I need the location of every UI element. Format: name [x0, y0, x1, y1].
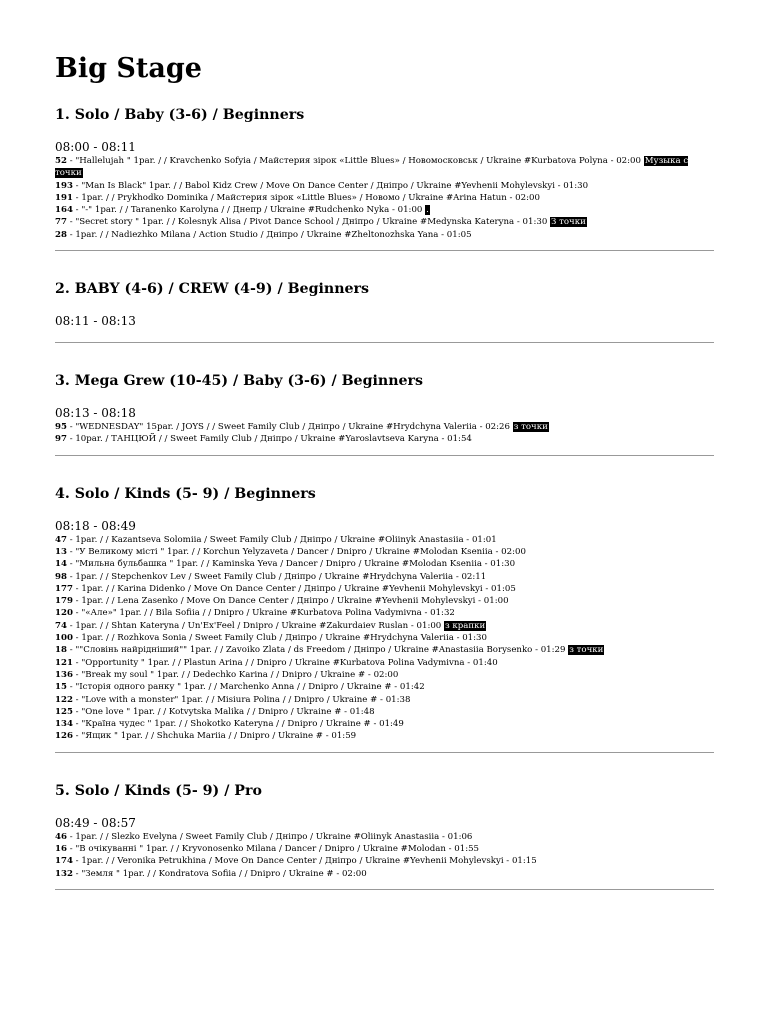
- schedule-section: [55, 280, 714, 343]
- entry-details: - "One love " 1par. / / Kotvytska Malika / / Dnipro / Ukraine # - 01:48: [72, 706, 375, 717]
- entry-details: - "Ящик " 1par. / / Shchuka Mariia / / Dnipro / Ukraine # - 01:59: [72, 731, 357, 742]
- entry-note-badge: з точки: [513, 422, 548, 433]
- entry-details: - "Земля " 1par. / / Kondratova Sofiia / / Dnipro / Ukraine # - 02:00: [72, 868, 367, 879]
- schedule-section: [55, 485, 714, 753]
- entry-details: - 1par. / / Stepchenkov Lev / Sweet Family Club / Дніпро / Ukraine #Hrydchyna Valeriia - 02:11: [66, 571, 487, 582]
- entry-list: [55, 831, 714, 880]
- entry-number: 134: [55, 719, 73, 730]
- entry-row: [55, 730, 714, 742]
- entry-number: 52: [55, 156, 67, 166]
- entry-details: - "Secret story " 1par. / / Kolesnyk Alisa / Pivot Dance School / Дніпро / Ukraine #Medynska Kateryna - 01:30: [66, 217, 551, 228]
- entry-row: [55, 558, 714, 570]
- entry-row: [55, 632, 714, 644]
- entry-details: - "Opportunity " 1par. / / Plastun Arina / / Dnipro / Ukraine #Kurbatova Polina Vadymivna - 01:40: [72, 657, 498, 668]
- entry-details: - "Мильна бульбашка " 1par. / / Kaminska Yeva / Dancer / Dnipro / Ukraine #Molodan Kseniia - 01:30: [66, 559, 516, 570]
- entry-details: - "WEDNESDAY" 15par. / JOYS / / Sweet Family Club / Дніпро / Ukraine #Hrydchyna Valeriia - 02:26: [66, 422, 513, 433]
- entry-row: [55, 607, 714, 619]
- entry-details: - "Hallelujah " 1par. / / Kravchenko Sofyia / Майстерия зірок «Little Blues» / Новомосковськ / Ukraine #Kurbatova Polyna - 02:00: [66, 156, 644, 166]
- entry-row: [55, 718, 714, 730]
- entry-number: 193: [55, 180, 73, 191]
- entry-number: 16: [55, 844, 67, 855]
- entry-row: [55, 192, 714, 204]
- entry-details: - "Break my soul " 1par. / / Dedechko Karina / / Dnipro / Ukraine # - 02:00: [72, 669, 399, 680]
- entry-row: [55, 180, 714, 192]
- section-time-range: 08:00 - 08:11: [55, 140, 136, 154]
- entry-row: [55, 657, 714, 669]
- entry-number: 100: [55, 633, 73, 644]
- entry-row: [55, 155, 714, 180]
- section-title: 2. BABY (4-6) / CREW (4-9) / Beginners: [55, 281, 370, 298]
- entry-note-badge: Музыка с точки: [55, 156, 689, 179]
- entry-row: [55, 855, 714, 867]
- entry-details: - 1par. / / Nadiezhko Milana / Action Studio / Дніпро / Ukraine #Zheltonozhska Yana - 01:05: [66, 229, 472, 240]
- entry-row: [55, 706, 714, 718]
- entry-number: 121: [55, 657, 73, 668]
- entry-number: 174: [55, 856, 73, 867]
- entry-details: - 1par. / / Lena Zasenko / Move On Dance Center / Дніпро / Ukraine #Yevhenii Mohylevskyi - 01:00: [72, 596, 509, 607]
- entry-number: 28: [55, 229, 67, 240]
- entry-number: 18: [55, 645, 67, 656]
- entry-details: - ""Словінь найрідніший"" 1par. / / Zavoiko Zlata / ds Freedom / Дніпро / Ukraine #Anastasiia Borysenko - 01:29: [66, 645, 569, 656]
- entry-number: 77: [55, 217, 67, 228]
- entry-note-badge: з крапки: [445, 620, 486, 631]
- section-time-range: 08:49 - 08:57: [55, 815, 136, 830]
- entry-list: [55, 421, 714, 446]
- entry-details: - "У Великому місті " 1par. / / Korchun Yelyzaveta / Dancer / Dnipro / Ukraine #Molodan Kseniia - 02:00: [66, 546, 526, 557]
- entry-number: 179: [55, 596, 73, 607]
- entry-row: [55, 694, 714, 706]
- entry-number: 13: [55, 546, 67, 557]
- entry-details: - "В очікуванні " 1par. / / Kryvonosenko Milana / Dancer / Dnipro / Ukraine #Molodan - 01:55: [66, 844, 480, 855]
- entry-row: [55, 620, 714, 632]
- entry-row: [55, 595, 714, 607]
- entry-row: [55, 669, 714, 681]
- entry-details: - 1par. / / Kazantseva Solomiia / Sweet Family Club / Дніпро / Ukraine #Oliinyk Anastasiia - 01:01: [66, 534, 497, 545]
- entry-details: - 1par. / / Prykhodko Dominika / Майстерия зірок «Little Blues» / Новомо / Ukraine #Arina Hatun - 02:00: [72, 192, 540, 203]
- entry-note-badge: з точки: [569, 645, 604, 656]
- entry-row: [55, 534, 714, 546]
- section-time-range: 08:11 - 08:13: [55, 314, 136, 329]
- entry-row: [55, 421, 714, 433]
- section-divider: [55, 752, 714, 753]
- entry-details: - "Країна чудес " 1par. / / Shokotko Kateryna / / Dnipro / Ukraine # - 01:49: [72, 719, 404, 730]
- entry-number: 15: [55, 682, 67, 693]
- entry-details: - "«Але»" 1par. / / Bila Sofiia / / Dnipro / Ukraine #Kurbatova Polina Vadymivna - 01:32: [72, 608, 455, 619]
- entry-details: - "Історія одного ранку " 1par. / / Marchenko Anna / / Dnipro / Ukraine # - 01:42: [66, 682, 425, 693]
- entry-number: 120: [55, 608, 73, 619]
- entry-row: [55, 216, 714, 228]
- entry-row: [55, 843, 714, 855]
- entry-details: - 1par. / / Slezko Evelyna / Sweet Family Club / Дніпро / Ukraine #Oliinyk Anastasiia - 01:06: [66, 831, 473, 842]
- page-title: Big Stage: [55, 53, 202, 84]
- section-title: 5. Solo / Kinds (5- 9) / Pro: [55, 782, 262, 799]
- section-divider: [55, 342, 714, 343]
- section-title: 3. Mega Grew (10-45) / Baby (3-6) / Beginners: [55, 373, 424, 390]
- entry-number: 126: [55, 731, 73, 742]
- entry-row: [55, 868, 714, 880]
- entry-details: - "Man Is Black" 1par. / / Babol Kidz Crew / Move On Dance Center / Дніпро / Ukraine #Yevhenii Mohylevskyi - 01:30: [72, 180, 589, 191]
- entry-row: [55, 229, 714, 241]
- entry-number: 132: [55, 868, 73, 879]
- entry-number: 164: [55, 205, 73, 216]
- entry-row: [55, 681, 714, 693]
- entry-number: 47: [55, 534, 67, 545]
- section-title: 1. Solo / Baby (3-6) / Beginners: [55, 107, 305, 123]
- entry-row: [55, 571, 714, 583]
- section-divider: [55, 250, 714, 251]
- schedule-section: [55, 372, 714, 456]
- entry-number: 97: [55, 434, 67, 445]
- entry-row: [55, 433, 714, 445]
- entry-row: [55, 644, 714, 656]
- sections-container: [55, 106, 714, 890]
- section-time-range: 08:18 - 08:49: [55, 518, 136, 533]
- entry-row: [55, 831, 714, 843]
- section-divider: [55, 455, 714, 456]
- entry-list: [55, 155, 714, 241]
- entry-list: [55, 534, 714, 743]
- schedule-section: [55, 782, 714, 890]
- entry-details: - 1par. / / Karina Didenko / Move On Dance Center / Дніпро / Ukraine #Yevhenii Mohylevskyi - 01:05: [72, 583, 516, 594]
- entry-number: 95: [55, 422, 67, 433]
- entry-note-badge: .: [426, 205, 429, 216]
- entry-number: 74: [55, 620, 67, 631]
- entry-note-badge: З точки: [551, 217, 586, 228]
- section-title: 4. Solo / Kinds (5- 9) / Beginners: [55, 485, 316, 502]
- entry-number: 14: [55, 559, 67, 570]
- entry-details: - 1par. / / Rozhkova Sonia / Sweet Family Club / Дніпро / Ukraine #Hrydchyna Valeriia - 01:30: [72, 633, 487, 644]
- entry-number: 136: [55, 669, 73, 680]
- entry-number: 46: [55, 831, 67, 842]
- section-time-range: 08:13 - 08:18: [55, 406, 136, 421]
- entry-details: - 10par. / ТАНЦЮЙ / / Sweet Family Club / Дніпро / Ukraine #Yaroslavtseva Karyna - 01:54: [66, 434, 472, 445]
- entry-number: 191: [55, 192, 73, 203]
- entry-details: - 1par. / / Veronika Petrukhina / Move On Dance Center / Дніпро / Ukraine #Yevhenii Mohylevskyi - 01:15: [72, 856, 537, 867]
- entry-number: 177: [55, 583, 73, 594]
- schedule-section: [55, 106, 714, 251]
- entry-number: 122: [55, 694, 73, 705]
- entry-number: 98: [55, 571, 67, 582]
- entry-row: [55, 204, 714, 216]
- entry-row: [55, 546, 714, 558]
- entry-details: - 1par. / / Shtan Kateryna / Un'Ex'Feel / Dnipro / Ukraine #Zakurdaiev Ruslan - 01:00: [66, 620, 445, 631]
- entry-details: - "-" 1par. / / Taranenko Karolyna / / Днепр / Ukraine #Rudchenko Nyka - 01:00: [72, 205, 426, 216]
- entry-row: [55, 583, 714, 595]
- entry-number: 125: [55, 706, 73, 717]
- entry-details: - "Love with a monster" 1par. / / Misiura Polina / / Dnipro / Ukraine # - 01:38: [72, 694, 411, 705]
- section-divider: [55, 889, 714, 890]
